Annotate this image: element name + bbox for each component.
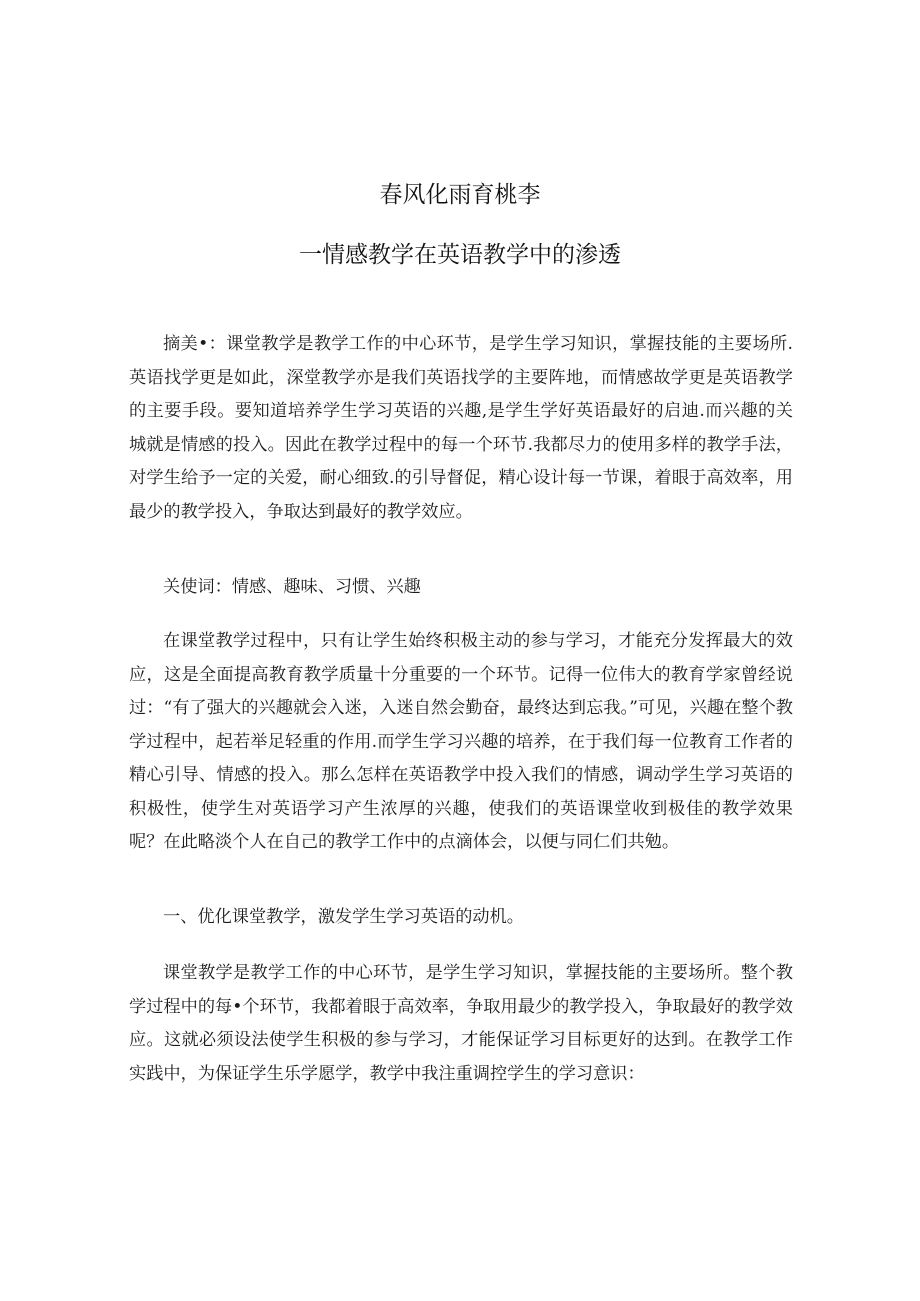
keywords-line: 关使词：情感、趣味、习惯、兴趣 bbox=[163, 577, 421, 597]
intro-paragraph: 在课堂教学过程中，只有让学生始终积极主动的参与学习，才能充分发挥最大的效应，这是全面提高教育教学质量十分重要的一个环节。记得一位伟大的教育学家曾经说过：“有了强大的兴趣就会入迷，入迷自然会勤奋，最终达到忘我。”可见，兴趣在整个教学过程中，起若举足轻重的作用.而学生学习兴趣的培养，在于我们每一位教育工作者的精心引导、情感的投入。那么怎样在英语教学中投入我们的情感，调动学生学习英语的积极性，使学生对英语学习产生浓厚的兴趣，使我们的英语课堂收到极佳的教学效果呢？在此略淡个人在自己的教学工作中的点滴体会，以便与同仁们共勉。 bbox=[129, 631, 793, 852]
document-title: 春风化雨育桃李 bbox=[379, 182, 541, 208]
document-subtitle: 一情感教学在英语教学中的渗透 bbox=[299, 242, 621, 268]
section-body-1: 课堂教学是教学工作的中心环节，是学生学习知识，掌握技能的主要场所。整个教学过程中的每•个环节，我都着眼于高效率，争取用最少的教学投入，争取最好的教学效应。这就必须设法使学生积极的参与学习，才能保证学习目标更好的达到。在教学工作实践中，为保证学生乐学愿学，教学中我注重调控学生的学习意识： bbox=[129, 963, 793, 1084]
abstract-paragraph: 摘美•：课堂教学是教学工作的中心环节，是学生学习知识，掌握技能的主要场所.英语找学更是如此，深堂教学亦是我们英语找学的主要阵地，而情感故学更是英语教学的主要手段。要知道培养学生学习英语的兴趣,是学生学好英语最好的启迪.而兴趣的关城就是情感的投入。因此在教学过程中的每一个环节.我都尽力的使用多样的教学手法，对学生给予一定的关爱，耐心细致.的引导督促，精心设计每一节课，着眼于高效率，用最少的教学投入，争取达到最好的教学效应。 bbox=[129, 334, 793, 522]
section-heading-1: 一、优化课堂教学，激发学生学习英语的动机。 bbox=[163, 907, 524, 927]
